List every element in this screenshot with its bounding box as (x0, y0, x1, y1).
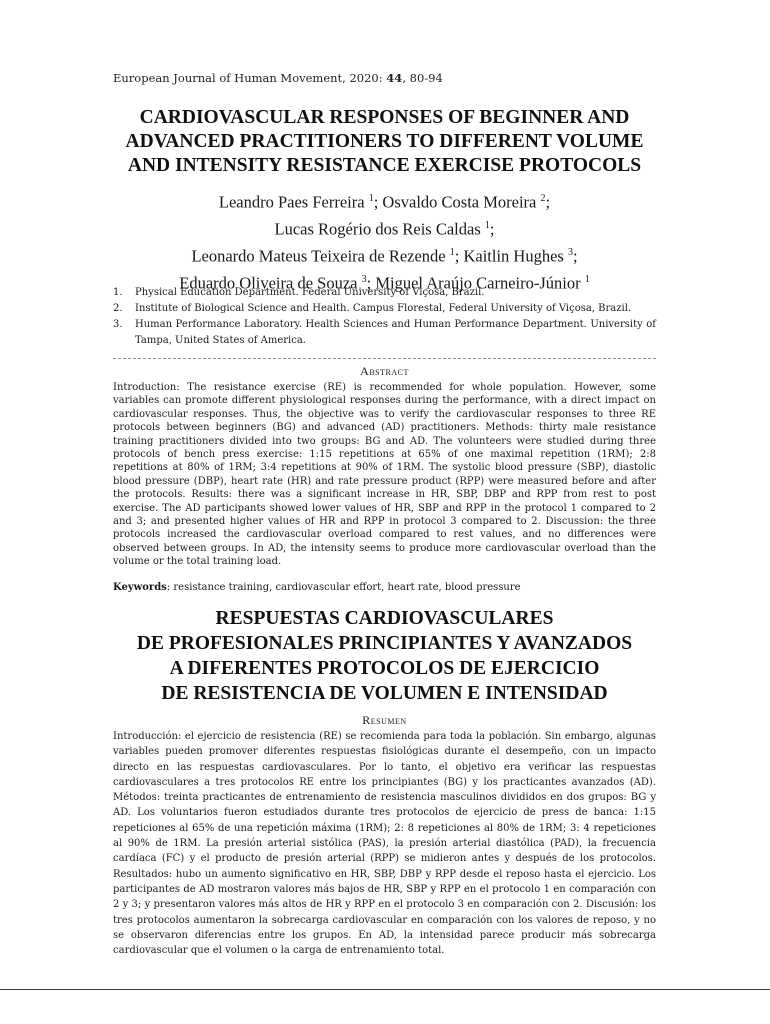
journal-name: European Journal of Human Movement, 2020: (113, 71, 387, 85)
author-name: Lucas Rogério dos Reis Caldas (274, 219, 485, 239)
author-affiliation-mark: 3 (567, 247, 573, 258)
author-name: Miguel Araújo Carneiro-Júnior (375, 273, 585, 293)
affiliation-list (113, 285, 656, 349)
author-affiliation-mark: 1 (449, 247, 455, 258)
paper-title (103, 106, 666, 178)
author-affiliation-mark: 1 (484, 220, 490, 231)
abstract-text: Introduction: The resistance exercise (RE) is recommended for whole population. However, some variables can promote different physiological responses during the performance, with a direct impact on cardiovascular responses. Thus, the objective was to verify the cardiovascular responses to three RE protocols between beginners (BG) and advanced (AD) practitioners. Methods: thirty male resistance training practitioners divided into two groups: BG and AD. The volunteers were studied during three protocols of bench press exercise: 1:15 repetitions at 65% of one maximal repetition (1RM); 2:8 repetitions at 80% of 1RM; 3:4 repetitions at 90% of 1RM. The systolic blood pressure (SBP), diastolic blood pressure (DBP), heart rate (HR) and rate pressure product (RPP) were measured before and after the protocols. Results: there was a significant increase in HR, SBP, DBP and RPP from rest to post exercise. The AD participants showed lower values of HR, SBP and RPP in the protocol 1 compared to 2 and 3; and presented higher values of HR and RPP in protocol 3 compared to 2. Discussion: the three protocols increased the cardiovascular overload compared to rest values, and no differences were observed between groups. In AD, the intensity seems to produce more cardiovascular overload than the volume or the total training load. (113, 382, 656, 568)
section-divider (113, 358, 656, 359)
title-line: CARDIOVASCULAR RESPONSES OF BEGINNER AND (139, 107, 630, 128)
affiliation-number: 1. (113, 287, 123, 298)
affiliation-item (113, 285, 656, 301)
affiliation-text: Physical Education Department. Federal University of Viçosa, Brazil. (135, 287, 485, 298)
affiliation-number: 3. (113, 319, 123, 330)
affiliation-text: Human Performance Laboratory. Health Sciences and Human Performance Department. University of Tampa, United States of America. (135, 319, 656, 346)
affiliation-text: Institute of Biological Science and Health. Campus Florestal, Federal University of Viçosa, Brazil. (135, 303, 632, 314)
title-line: AND INTENSITY RESISTANCE EXERCISE PROTOCOLS (127, 155, 642, 176)
author-name: Osvaldo Costa Moreira (382, 192, 541, 212)
author-separator: ; (373, 192, 383, 212)
journal-volume: 44 (386, 71, 403, 85)
author-name: Leonardo Mateus Teixeira de Rezende (191, 246, 450, 266)
spanish-title-line: RESPUESTAS CARDIOVASCULARES (215, 608, 554, 629)
spanish-title-line: A DIFERENTES PROTOCOLOS DE EJERCICIO (169, 658, 600, 679)
journal-pages: , 80-94 (402, 71, 443, 85)
author-separator: ; (572, 246, 578, 266)
keywords-text: : resistance training, cardiovascular effort, heart rate, blood pressure (166, 582, 521, 593)
author-list (103, 187, 666, 295)
spanish-title-line: DE PROFESIONALES PRINCIPIANTES Y AVANZADOS (136, 633, 633, 654)
spanish-title-line: DE RESISTENCIA DE VOLUMEN E INTENSIDAD (161, 683, 608, 704)
affiliation-item (113, 317, 656, 349)
author-affiliation-mark: 2 (540, 193, 546, 204)
author-affiliation-mark: 3 (361, 274, 367, 285)
author-name: Eduardo Oliveira de Souza (179, 273, 362, 293)
author-line (103, 214, 666, 241)
keywords (113, 581, 656, 594)
resumen-text: Introducción: el ejercicio de resistencia (RE) se recomienda para toda la población. Sin embargo, algunas variables pueden promover diferentes respuestas fisiológicas durante el desempeño, con un impacto directo en las respuestas cardiovasculares. Por lo tanto, el objetivo era verificar las respuestas cardiovasculares a tres protocolos RE entre los principiantes (BG) y los practicantes avanzados (AD). Métodos: treinta practicantes de entrenamiento de resistencia masculinos divididos en dos grupos: BG y AD. Los voluntarios fueron estudiados durante tres protocolos de ejercicio de press de banca: 1:15 repeticiones al 65% de una repetición máxima (1RM); 2: 8 repeticiones al 80% de 1RM; 3: 4 repeticiones al 90% de 1RM. La presión arterial sistólica (PAS), la presión arterial diastólica (PAD), la frecuencia cardíaca (FC) y el producto de presión arterial (RPP) se midieron antes y después de los protocolos. Resultados: hubo un aumento significativo en HR, SBP, DBP y RPP desde el reposo hasta el ejercicio. Los participantes de AD mostraron valores más bajos de HR, SBP y RPP en el protocolo 1 en comparación con 2 y 3; y presentaron valores más altos de HR y RPP en el protocolo 3 en comparación con 2. Discusión: los tres protocolos aumentaron la sobrecarga cardiovascular en comparación con los valores de reposo, y no se observaron diferencias entre los grupos. En AD, la intensidad parece producir más sobrecarga cardiovascular que el volumen o la carga de entrenamiento total. (113, 731, 656, 957)
author-separator: ; (545, 192, 551, 212)
abstract-heading: Abstract (360, 364, 409, 378)
author-separator: ; (489, 219, 495, 239)
footer-divider (0, 989, 770, 990)
author-separator: ; (366, 273, 376, 293)
author-separator: ; (454, 246, 464, 266)
affiliation-number: 2. (113, 303, 123, 314)
author-line (103, 241, 666, 268)
author-affiliation-mark: 1 (368, 193, 374, 204)
keywords-label: Keywords (113, 582, 167, 593)
affiliation-item (113, 301, 656, 317)
author-name: Leandro Paes Ferreira (218, 192, 369, 212)
spanish-title (103, 606, 666, 706)
author-name: Kaitlin Hughes (463, 246, 568, 266)
author-affiliation-mark: 1 (584, 274, 590, 285)
resumen-heading: Resumen (362, 713, 407, 727)
author-line (103, 187, 666, 214)
title-line: ADVANCED PRACTITIONERS TO DIFFERENT VOLUME (125, 131, 644, 152)
journal-citation (113, 71, 443, 85)
